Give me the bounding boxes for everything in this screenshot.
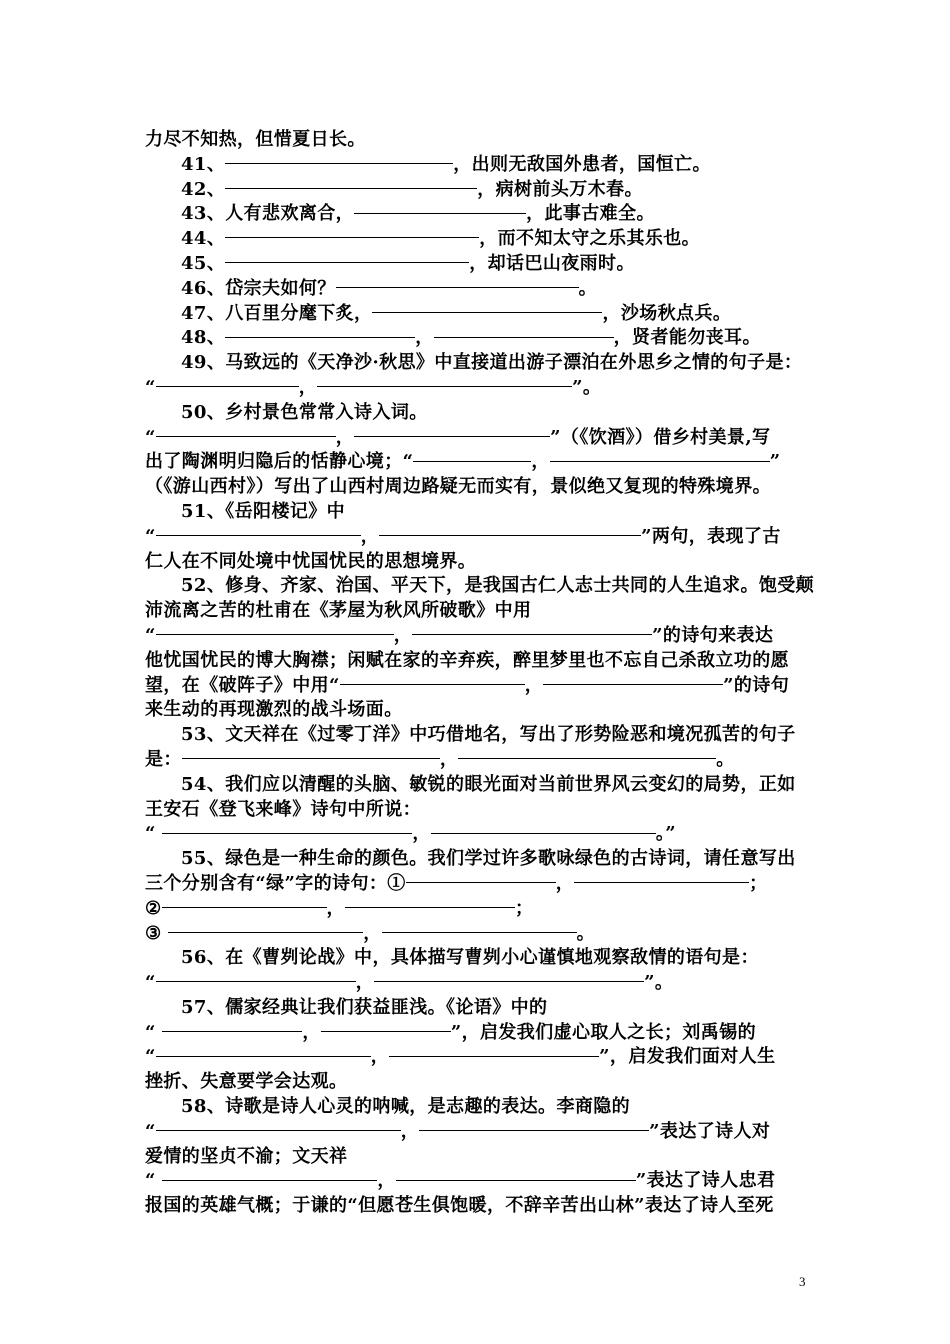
line-text: ，出则无敌国外患者，国恒亡。 <box>453 153 711 175</box>
question-53 <box>145 723 825 748</box>
answer-line <box>145 922 825 947</box>
line-text: “ <box>145 426 156 448</box>
line-text: 50、乡村景色常常入诗入词。 <box>181 401 428 423</box>
line-text: ； <box>514 897 534 919</box>
line-text: 43、人有悲欢离合， <box>181 203 355 225</box>
answer-blank <box>225 188 477 189</box>
answer-blank <box>340 684 525 685</box>
question-56 <box>145 946 825 971</box>
line-text: 41、 <box>181 153 226 175</box>
line-text: ”，启发我们虚心取人之长；刘禹锡的 <box>450 1021 756 1043</box>
line-text: 56、在《曹刿论战》中，具体描写曹刿小心谨慎地观察敌情的语句是： <box>181 947 759 969</box>
answer-line <box>145 376 825 401</box>
line-text: 他忧国忧民的博大胸襟；闲赋在家的辛弃疾，醉里梦里也不忘自己杀敌立功的愿 <box>145 649 789 671</box>
answer-blank <box>168 932 363 933</box>
answer-blank <box>374 981 644 982</box>
answer-line <box>145 674 825 699</box>
line-text: ”两句，表现了古 <box>641 525 781 547</box>
answer-blank <box>321 1031 451 1032</box>
answer-blank <box>412 634 652 635</box>
line-text: 。 <box>578 277 598 299</box>
answer-line <box>145 624 825 649</box>
answer-blank <box>182 758 440 759</box>
line-text: ，却话巴山夜雨时。 <box>469 252 635 274</box>
question-list <box>145 128 825 1219</box>
continuation-line <box>145 649 825 674</box>
line-text: ② <box>145 897 162 919</box>
answer-blank <box>354 213 526 214</box>
answer-line <box>145 748 825 773</box>
question-45 <box>145 252 825 277</box>
line-text: “ <box>145 823 163 845</box>
line-text: 53、文天祥在《过零丁洋》中巧借地名，写出了形势险恶和境况孤苦的句子 <box>181 724 796 746</box>
answer-blank <box>156 1056 371 1057</box>
line-text: 出了陶渊明归隐后的恬静心境；“ <box>145 451 414 473</box>
line-text: 来生动的再现激烈的战斗场面。 <box>145 699 403 721</box>
line-text: ，而不知太守之乐其乐也。 <box>479 228 701 250</box>
answer-line <box>145 1169 825 1194</box>
answer-line <box>145 897 825 922</box>
question-42 <box>145 178 825 203</box>
line-text: ，贤者能勿丧耳。 <box>613 327 761 349</box>
line-text: 49、马致远的《天净沙·秋思》中直接道出游子漂泊在外思乡之情的句子是： <box>181 352 803 374</box>
answer-blank <box>372 312 602 313</box>
answer-blank <box>419 1130 649 1131</box>
continuation-line <box>145 1070 825 1095</box>
line-text: ”表达了诗人对 <box>649 1120 771 1142</box>
question-48 <box>145 326 825 351</box>
line-text: “ <box>145 1021 163 1043</box>
line-text: ”的诗句来表达 <box>652 624 774 646</box>
line-text: ③ <box>145 922 169 944</box>
line-text: 57、儒家经典让我们获益匪浅。《论语》中的 <box>181 996 548 1018</box>
line-text: ，沙场秋点兵。 <box>602 302 732 324</box>
line-text: 仁人在不同处境中忧国忧民的思想境界。 <box>145 550 477 572</box>
question-47 <box>145 302 825 327</box>
answer-line <box>145 1021 825 1046</box>
answer-blank <box>225 337 415 338</box>
line-text: 47、八百里分麾下炙， <box>181 302 373 324</box>
answer-blank <box>156 1130 401 1131</box>
line-text: “ <box>145 525 156 547</box>
answer-line <box>145 1045 825 1070</box>
continuation-line <box>145 1194 825 1219</box>
line-text: ， <box>524 674 544 696</box>
question-54 <box>145 773 825 798</box>
page-number: 3 <box>799 1274 806 1289</box>
line-text: ， <box>415 327 434 349</box>
line-text: ，此事古难全。 <box>526 203 655 225</box>
continuation-line <box>145 550 825 575</box>
line-text: 是： <box>145 748 182 770</box>
line-text: ， <box>360 525 380 547</box>
continuation-line <box>145 1145 825 1170</box>
answer-line <box>145 1120 825 1145</box>
line-text: ” <box>769 451 781 473</box>
line-text: 三个分别含有“绿”字的诗句：① <box>145 872 406 894</box>
answer-blank <box>162 907 327 908</box>
line-text: ， <box>555 872 575 894</box>
line-text: 爱情的坚贞不渝；文天祥 <box>145 1145 348 1167</box>
line-text: 。 <box>576 922 596 944</box>
answer-blank <box>406 882 556 883</box>
line-text: 。 <box>716 748 735 770</box>
line-text: ， <box>393 624 413 646</box>
line-text: ”。 <box>644 972 674 994</box>
answer-blank <box>156 981 356 982</box>
line-text: 45、 <box>181 252 226 274</box>
answer-blank <box>354 436 550 437</box>
answer-blank <box>431 833 656 834</box>
line-text: 51、《岳阳楼记》中 <box>181 500 346 522</box>
answer-blank <box>156 634 394 635</box>
line-text: ”表达了诗人忠君 <box>635 1170 776 1192</box>
continuation-line <box>145 599 825 624</box>
line-text: ， <box>439 748 459 770</box>
answer-blank <box>396 1180 636 1181</box>
line-text: ， <box>400 1120 420 1142</box>
answer-blank <box>336 287 579 288</box>
answer-blank <box>225 262 469 263</box>
line-text: ”。 <box>572 376 602 398</box>
line-text: 58、诗歌是诗人心灵的呐喊，是志趣的表达。李商隐的 <box>181 1096 631 1118</box>
answer-line <box>145 450 825 475</box>
question-44 <box>145 227 825 252</box>
continuation-line <box>145 475 825 500</box>
line-text: 52、修身、齐家、治国、平天下，是我国古仁人志士共同的人生追求。饱受颠 <box>181 575 815 597</box>
line-text: 沛流离之苦的杜甫在《茅屋为秋风所破歌》中用 <box>145 600 532 622</box>
line-text: “ <box>145 376 156 398</box>
line-text: “ <box>145 1120 156 1142</box>
answer-blank <box>413 461 531 462</box>
line-text: 。” <box>655 823 676 845</box>
line-text: 挫折、失意要学会达观。 <box>145 1071 348 1093</box>
line-text: ，病树前头万木春。 <box>477 178 643 200</box>
answer-blank <box>156 386 299 387</box>
answer-line <box>145 822 825 847</box>
question-58 <box>145 1095 825 1120</box>
line-text: ， <box>377 1170 396 1192</box>
answer-blank <box>543 684 723 685</box>
question-49 <box>145 351 825 376</box>
line-text: ， <box>412 823 431 845</box>
question-46 <box>145 277 825 302</box>
answer-line <box>145 872 825 897</box>
answer-line <box>145 426 825 451</box>
question-51 <box>145 500 825 525</box>
line-text: ， <box>335 426 355 448</box>
question-57 <box>145 996 825 1021</box>
line-text: ， <box>298 376 318 398</box>
answer-blank <box>162 833 412 834</box>
question-43 <box>145 202 825 227</box>
line-text: ， <box>363 922 382 944</box>
question-52 <box>145 574 825 599</box>
answer-blank <box>382 932 577 933</box>
line-text: ， <box>370 1046 390 1068</box>
line-text: ”（《饮酒》）借乡村美景,写 <box>550 426 771 448</box>
question-55 <box>145 847 825 872</box>
line-text: ； <box>749 872 768 894</box>
question-50 <box>145 401 825 426</box>
answer-blank <box>458 758 716 759</box>
answer-blank <box>156 535 361 536</box>
answer-line <box>145 971 825 996</box>
answer-blank <box>379 535 641 536</box>
line-text: 王安石《登飞来峰》诗句中所说： <box>145 798 421 820</box>
answer-blank <box>225 237 479 238</box>
answer-blank <box>317 386 572 387</box>
line-text: “ <box>145 972 156 994</box>
answer-blank <box>550 461 770 462</box>
continuation-line <box>145 128 825 153</box>
line-text: “ <box>145 624 156 646</box>
answer-blank <box>345 907 515 908</box>
answer-blank <box>156 436 336 437</box>
continuation-line <box>145 798 825 823</box>
line-text: ， <box>302 1021 321 1043</box>
line-text: 46、岱宗夫如何？ <box>181 277 336 299</box>
question-41 <box>145 153 825 178</box>
line-text: 报国的英雄气概；于谦的“但愿苍生俱饱暖，不辞辛苦出山林”表达了诗人至死 <box>145 1195 774 1217</box>
answer-blank <box>162 1180 377 1181</box>
answer-blank <box>434 337 614 338</box>
line-text: 55、绿色是一种生命的颜色。我们学过许多歌咏绿色的古诗词，请任意写出 <box>181 848 796 870</box>
answer-blank <box>574 882 749 883</box>
line-text: ， <box>355 972 375 994</box>
line-text: 44、 <box>181 228 226 250</box>
line-text: 望，在《破阵子》中用“ <box>145 674 340 696</box>
line-text: 力尽不知热，但惜夏日长。 <box>145 129 366 150</box>
answer-line <box>145 525 825 550</box>
line-text: ”的诗句 <box>723 674 790 696</box>
line-text: ， <box>531 451 550 473</box>
answer-blank <box>389 1056 599 1057</box>
line-text: 42、 <box>181 178 226 200</box>
line-text: “ <box>145 1170 163 1192</box>
line-text: （《游山西村》）写出了山西村周边路疑无而实有，景似绝又复现的特殊境界。 <box>145 476 771 498</box>
line-text: “ <box>145 1046 156 1068</box>
line-text: ”，启发我们面对人生 <box>599 1046 776 1068</box>
line-text: 48、 <box>181 327 226 349</box>
continuation-line <box>145 698 825 723</box>
answer-blank <box>162 1031 302 1032</box>
line-text: ， <box>326 897 345 919</box>
answer-blank <box>225 163 453 164</box>
line-text: 54、我们应以清醒的头脑、敏锐的眼光面对当前世界风云变幻的局势，正如 <box>181 773 796 795</box>
